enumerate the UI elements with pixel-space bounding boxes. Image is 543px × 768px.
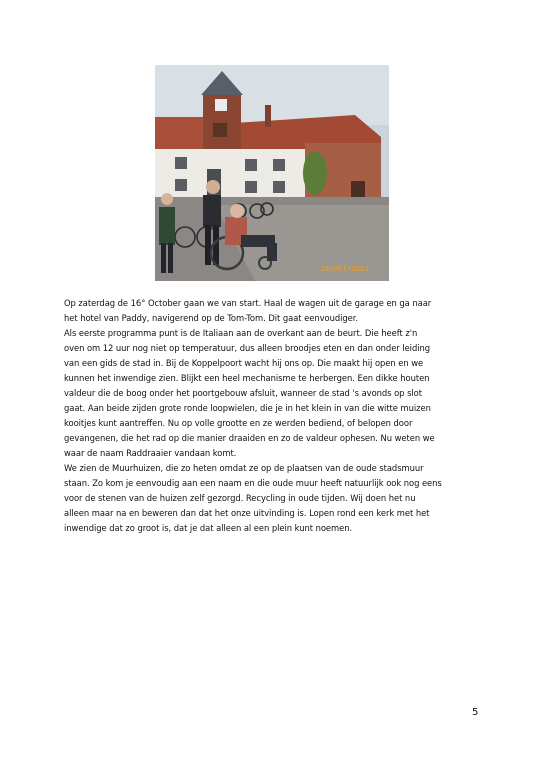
text-line: het hotel van Paddy, navigerend op de Tom-Tom. Dit gaat eenvoudiger. bbox=[64, 313, 358, 323]
text-line: kunnen het inwendige zien. Blijkt een heel mechanisme te herbergen. Een dikke houten bbox=[64, 373, 430, 383]
street-photo-illustration bbox=[155, 65, 389, 281]
text-line: valdeur die de boog onder het poortgebouw afsluit, wanneer de stad 's avonds op slot bbox=[64, 388, 422, 398]
text-line: voor de stenen van de huizen zelf gezorgd. Recycling in oude tijden. Wij doen het nu bbox=[64, 493, 416, 503]
text-line: oven om 12 uur nog niet op temperatuur, dus alleen broodjes eten en dan onder leiding bbox=[64, 343, 431, 353]
text-line: kooitjes kunt aantreffen. Nu op volle grootte en ze werden bediend, of belopen door bbox=[64, 418, 413, 428]
text-line: Op zaterdag de 16° October gaan we van start. Haal de wagen uit de garage en ga naar bbox=[64, 298, 432, 308]
text-line: staan. Zo kom je eenvoudig aan een naam en die oude muur heeft natuurlijk ook nog eens bbox=[64, 478, 442, 488]
street-photo bbox=[155, 65, 389, 281]
body-text bbox=[64, 296, 484, 536]
photo-date-stamp: 16/OKT/2021 bbox=[320, 265, 369, 273]
text-line: Als eerste programma punt is de Italiaan aan de overkant aan de beurt. Die heeft z'n bbox=[64, 328, 418, 338]
text-line: waar de naam Raddraaier vandaan komt. bbox=[64, 448, 237, 458]
text-line: van een gids de stad in. Bij de Koppelpoort wacht hij ons op. Die maakt hij open en we bbox=[64, 358, 424, 368]
text-line: gaat. Aan beide zijden grote ronde loopwielen, die je in het klein in van die witte muizen bbox=[64, 403, 431, 413]
text-line: inwendige dat zo groot is, dat je dat alleen al een plein kunt noemen. bbox=[64, 523, 353, 533]
text-line: alleen maar na en beweren dan dat het onze uitvinding is. Lopen rond een kerk met het bbox=[64, 508, 430, 518]
page-number: 5 bbox=[472, 707, 479, 718]
text-line: We zien de Muurhuizen, die zo heten omdat ze op de plaatsen van de oude stadsmuur bbox=[64, 463, 424, 473]
text-line: gevangenen, die het rad op die manier draaiden en zo de valdeur ophesen. Nu weten we bbox=[64, 433, 435, 443]
